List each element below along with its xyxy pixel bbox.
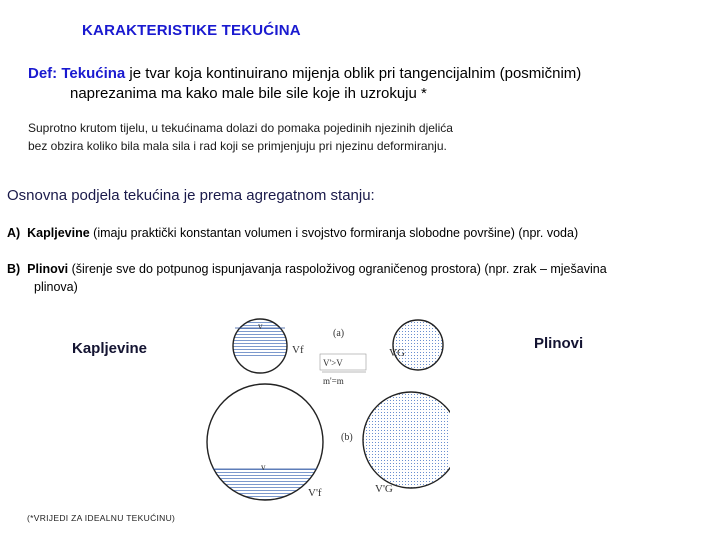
list-item-gases	[7, 260, 707, 296]
definition-label: Def: Tekućina	[28, 65, 126, 82]
label-vg: VG	[389, 347, 405, 359]
item-text-continued: plinova)	[34, 280, 78, 294]
page-title: KARAKTERISTIKE TEKUĆINA	[82, 22, 301, 39]
liquids-label: Kapljevine	[72, 340, 148, 357]
paragraph-line-2: bez obzira koliko bila mala sila i rad koji se primjenjuju pri njezinu deformiranju.	[28, 139, 447, 153]
state-a-label: (a)	[333, 328, 345, 339]
footnote: (*VRIJEDI ZA IDEALNU TEKUĆINU)	[27, 513, 176, 523]
paragraph-line-1: Suprotno krutom tijelu, u tekućinama dolazi do pomaka pojedinih njezinih djelića	[28, 121, 453, 135]
explanation-paragraph	[28, 119, 718, 155]
small-liquid-container	[230, 319, 290, 373]
definition-line-1: je tvar koja kontinuirano mijenja oblik pri tangencijalnim (posmičnim)	[125, 65, 582, 82]
definition-line-2: naprezanima ma kako male bile sile koje ih uzrokuju *	[70, 85, 427, 102]
small-gas-container	[393, 320, 443, 370]
item-marker: B)	[7, 262, 21, 276]
item-term: Plinovi	[27, 262, 69, 276]
svg-text:v: v	[258, 321, 263, 331]
label-vf-prime: V'f	[308, 487, 322, 499]
item-text: (širenje sve do potpunog ispunjavanja raspoloživog ograničenog prostora) (npr. zrak – mješavina	[68, 262, 607, 276]
label-vf: Vf	[292, 344, 304, 356]
liquid-gas-diagram	[200, 312, 450, 517]
gases-label: Plinovi	[534, 335, 584, 352]
definition	[28, 64, 718, 104]
list-item-liquids	[7, 226, 707, 240]
item-term: Kapljevine	[27, 226, 90, 240]
label-vg-prime: V'G	[375, 483, 393, 495]
mass-relation: m'=m	[323, 376, 344, 386]
item-text: (imaju praktički konstantan volumen i svojstvo formiranja slobodne površine) (npr. voda)	[89, 226, 579, 240]
classification-intro: Osnovna podjela tekućina je prema agregatnom stanju:	[7, 187, 375, 204]
item-marker: A)	[7, 226, 21, 240]
volume-relation: V'>V	[323, 358, 343, 368]
svg-text:v: v	[261, 462, 266, 472]
large-gas-container	[363, 392, 450, 488]
state-b-label: (b)	[341, 432, 353, 443]
